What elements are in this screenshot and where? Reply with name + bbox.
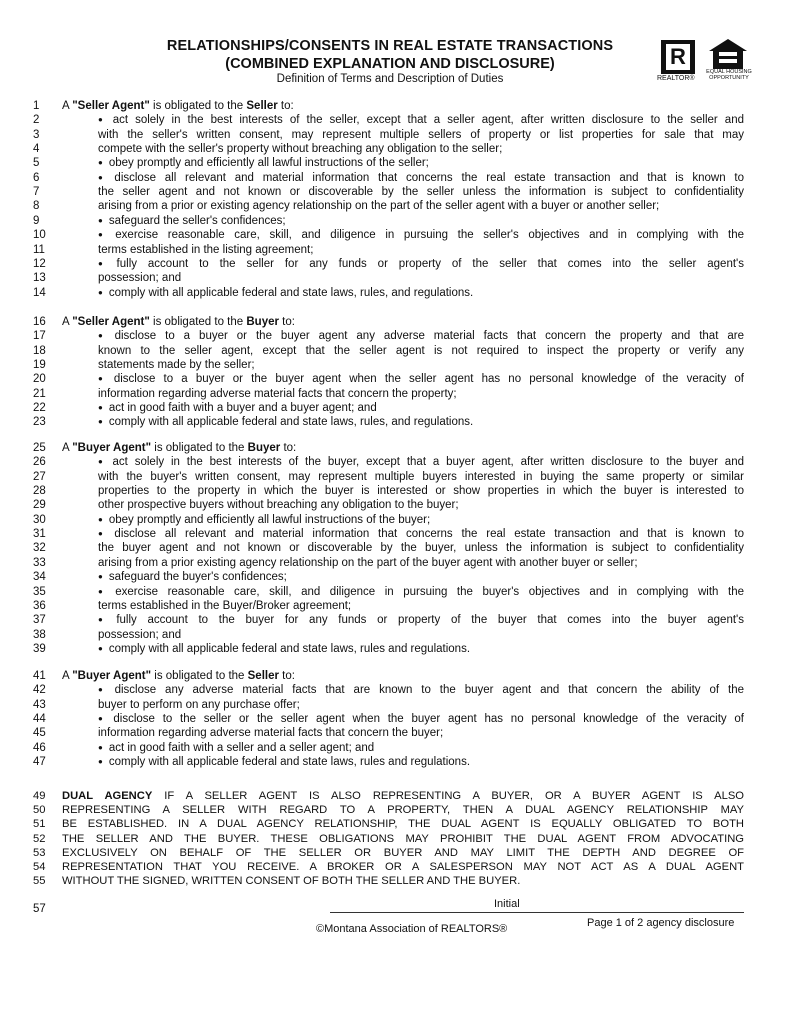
line-number: 47: [33, 756, 46, 769]
line-text: compete with the seller's property without breaching any obligation to the seller;: [98, 143, 503, 156]
line-number: 13: [33, 272, 46, 285]
document-line: [0, 228, 791, 242]
section-heading-text: A "Buyer Agent" is obligated to the Buyer to:: [62, 442, 297, 454]
line-number: 6: [33, 171, 40, 184]
line-number: 2: [33, 114, 40, 127]
bullet-icon: [98, 456, 113, 468]
document-line: [0, 683, 791, 697]
line-text: other prospective buyers without breaching any obligation to the buyer;: [98, 499, 459, 512]
bullet-item: ● act solely in the best interests of the seller, except that a seller agent, after written disclosure to the seller and: [98, 113, 744, 127]
bullet-icon: [98, 287, 109, 299]
bullet-item: ● fully account to the seller for any funds or property of the seller that comes into the seller agent's: [98, 257, 744, 271]
document-line: [0, 358, 791, 372]
line-number: 1: [33, 100, 40, 112]
dual-agency-line: [0, 832, 791, 846]
dual-agency-line: [0, 874, 791, 888]
line-text: the buyer agent and not known or discoverable by the buyer, unless the information is subject to confidentiality: [98, 542, 744, 555]
line-number: 45: [33, 727, 46, 740]
bullet-icon: [98, 514, 109, 526]
equal-housing-icon: [708, 38, 748, 70]
line-number: 18: [33, 344, 46, 357]
line-number: 32: [33, 542, 46, 555]
equal-housing-caption: EQUAL HOUSING OPPORTUNITY: [706, 69, 752, 81]
line-number: 17: [33, 330, 46, 343]
document-line: [0, 387, 791, 401]
document-line: [0, 113, 791, 127]
line-number: 20: [33, 373, 46, 386]
document-line: [0, 415, 791, 429]
bullet-item: ● disclose all relevant and material information that concerns the real estate transaction and that is known to: [98, 171, 744, 185]
bullet-icon: [98, 157, 109, 169]
line-number: 9: [33, 214, 40, 227]
dual-agency-line: [0, 817, 791, 831]
bullet-item: ● disclose any adverse material facts that are known to the buyer agent and that concern the ability of the: [98, 683, 744, 697]
line-text: information regarding adverse material facts that concern the property;: [98, 387, 457, 400]
bullet-icon: [98, 586, 115, 598]
document-line: [0, 401, 791, 415]
line-text: with the seller's written consent, may represent multiple sellers of property or list properties for sale that may: [98, 128, 744, 141]
line-number: 5: [33, 157, 40, 170]
line-text: known to the seller agent, except that the seller agent is not required to inspect the property or verify any: [98, 344, 744, 357]
line-number: 34: [33, 571, 46, 584]
line-number: 54: [33, 861, 46, 873]
line-number: 49: [33, 790, 46, 802]
bullet-item: ● safeguard the buyer's confidences;: [98, 570, 744, 585]
line-number: 41: [33, 670, 46, 682]
line-text: buyer to perform on any purchase offer;: [98, 698, 300, 711]
bullet-icon: [98, 571, 109, 583]
dual-agency-line: [0, 860, 791, 874]
dual-agency-text: REPRESENTING A SELLER WITH REGARD TO A PROPERTY, THEN A DUAL AGENCY RELATIONSHIP MAY: [62, 804, 744, 817]
line-number: 53: [33, 846, 46, 859]
line-number: 55: [33, 875, 46, 888]
copyright-notice: ©Montana Association of REALTORS®: [316, 923, 508, 935]
bullet-icon: [98, 684, 115, 696]
dual-agency-text: EXCLUSIVELY ON BEHALF OF THE SELLER OR BUYER AND MAY LIMIT THE DEPTH AND DEGREE OF: [62, 846, 744, 859]
bullet-item: ● comply with all applicable federal and state laws, rules and regulations.: [98, 642, 744, 657]
document-line: [0, 156, 791, 170]
document-line: [0, 570, 791, 584]
bullet-item: ● exercise reasonable care, skill, and diligence in pursuing the buyer's objectives and in complying with the: [98, 585, 744, 599]
bullet-item: ● comply with all applicable federal and state laws, rules, and regulations.: [98, 415, 744, 430]
line-number: 36: [33, 599, 46, 612]
section-heading: [0, 441, 791, 455]
document-line: [0, 527, 791, 541]
line-number: 46: [33, 741, 46, 754]
document-subtitle: Definition of Terms and Description of Duties: [276, 73, 504, 85]
bullet-item: ● disclose to a buyer or the buyer agent any adverse material facts that concern the property and that are: [98, 329, 744, 343]
bullet-icon: [98, 742, 109, 754]
line-number: 14: [33, 286, 46, 299]
document-line: [0, 344, 791, 358]
line-number: 16: [33, 316, 46, 328]
document-line: [0, 755, 791, 769]
line-number: 37: [33, 614, 46, 627]
dual-agency-text: DUAL AGENCY IF A SELLER AGENT IS ALSO REPRESENTING A BUYER, OR A BUYER AGENT IS ALSO: [62, 790, 744, 802]
bullet-icon: [98, 373, 114, 385]
line-number: 51: [33, 818, 46, 831]
bullet-icon: [98, 229, 115, 241]
document-line: [0, 372, 791, 386]
line-number: 42: [33, 684, 46, 697]
line-number: 23: [33, 416, 46, 429]
agent-role: "Seller Agent": [72, 316, 150, 328]
line-number: 38: [33, 628, 46, 641]
obligated-party: Buyer: [247, 442, 281, 454]
line-text: the seller agent and not known or discoverable by the seller unless the information is subject to confidentiality: [98, 186, 744, 199]
bullet-icon: [98, 416, 109, 428]
line-number: 31: [33, 528, 46, 541]
bullet-item: ● act in good faith with a seller and a seller agent; and: [98, 741, 744, 756]
dual-agency-text: THE SELLER AND THE BUYER. THESE OBLIGATIONS MAY PROHIBIT THE DUAL AGENT FROM ADVOCATING: [62, 832, 744, 845]
bullet-item: ● fully account to the buyer for any funds or property of the buyer that comes into the buyer agent's: [98, 613, 744, 627]
document-line: [0, 556, 791, 570]
line-text: terms established in the listing agreement;: [98, 243, 314, 256]
line-number: 39: [33, 642, 46, 655]
section-heading: [0, 99, 791, 113]
line-text: arising from a prior existing agency relationship on the part of the buyer agent with another buyer or seller;: [98, 556, 638, 569]
document-line: [0, 185, 791, 199]
initial-signature-line[interactable]: [330, 912, 744, 913]
section-heading-text: A "Buyer Agent" is obligated to the Seller to:: [62, 670, 295, 682]
realtor-logo-letter: R: [670, 44, 686, 69]
document-line: [0, 628, 791, 642]
document-line: [0, 128, 791, 142]
document-line: [0, 541, 791, 555]
bullet-icon: [98, 643, 109, 655]
realtor-logo-icon: [661, 40, 695, 74]
document-line: [0, 726, 791, 740]
document-line: [0, 455, 791, 469]
section-heading: [0, 315, 791, 329]
bullet-item: ● act in good faith with a buyer and a buyer agent; and: [98, 401, 744, 416]
page-number: Page 1 of 2 agency disclosure: [587, 917, 735, 929]
line-number: 28: [33, 485, 46, 498]
section-heading-text: A "Seller Agent" is obligated to the Seller to:: [62, 100, 294, 112]
line-number: 8: [33, 200, 40, 213]
line-text: properties to the property in which the buyer is interested or show properties in which the buyer is interested to: [98, 485, 744, 498]
document-line: [0, 199, 791, 213]
bullet-item: ● act solely in the best interests of the buyer, except that a buyer agent, after written disclosure to the buyer and: [98, 455, 744, 469]
document-line: [0, 329, 791, 343]
line-number: 22: [33, 402, 46, 415]
line-number: 21: [33, 387, 46, 400]
document-line: [0, 142, 791, 156]
document-line: [0, 243, 791, 257]
bullet-icon: [98, 402, 109, 414]
line-number: 50: [33, 804, 46, 817]
bullet-item: ● safeguard the seller's confidences;: [98, 214, 744, 229]
line-number: 57: [33, 903, 46, 915]
line-text: information regarding adverse material facts that concern the buyer;: [98, 727, 444, 740]
line-number: 44: [33, 713, 46, 726]
document-line: [0, 498, 791, 512]
bullet-icon: [98, 614, 116, 626]
line-number: 52: [33, 832, 46, 845]
line-number: 3: [33, 128, 40, 141]
bullet-item: ● exercise reasonable care, skill, and diligence in pursuing the seller's objectives and in complying with the: [98, 228, 744, 242]
bullet-icon: [98, 172, 114, 184]
section-heading-text: A "Seller Agent" is obligated to the Buyer to:: [62, 316, 295, 328]
line-number: 26: [33, 456, 46, 469]
line-number: 19: [33, 359, 46, 372]
line-number: 11: [33, 243, 45, 256]
bullet-icon: [98, 756, 109, 768]
line-number: 43: [33, 698, 46, 711]
dual-agency-text: WITHOUT THE SIGNED, WRITTEN CONSENT OF BOTH THE SELLER AND THE BUYER.: [62, 875, 521, 888]
document-title-line-2: (COMBINED EXPLANATION AND DISCLOSURE): [225, 56, 555, 72]
document-line: [0, 513, 791, 527]
dual-agency-line: [0, 803, 791, 817]
line-number: 27: [33, 470, 46, 483]
bullet-item: ● disclose to the seller or the seller agent when the buyer agent has no personal knowledge of the veracity of: [98, 712, 744, 726]
document-line: [0, 484, 791, 498]
bullet-icon: [98, 114, 113, 126]
line-number: 35: [33, 585, 46, 598]
bullet-icon: [98, 330, 115, 342]
line-number: 10: [33, 229, 46, 242]
realtor-logo-caption: REALTOR®: [657, 75, 695, 82]
obligated-party: Buyer: [246, 316, 279, 328]
line-number: 30: [33, 513, 46, 526]
bullet-item: ● comply with all applicable federal and state laws, rules, and regulations.: [98, 286, 744, 301]
document-line: [0, 286, 791, 300]
bullet-item: ● obey promptly and efficiently all lawful instructions of the buyer;: [98, 513, 744, 528]
obligated-party: Seller: [246, 100, 278, 112]
bullet-icon: [98, 713, 113, 725]
document-line: [0, 613, 791, 627]
bullet-item: ● disclose to a buyer or the buyer agent when the seller agent has no personal knowledge of the veracity of: [98, 372, 744, 386]
document-line: [0, 698, 791, 712]
dual-agency-text: REPRESENTATION THAT YOU RECEIVE. A BROKER OR A SALESPERSON MAY NOT ACT AS A DUAL AGENT: [62, 861, 744, 873]
agent-role: "Seller Agent": [72, 100, 150, 112]
agent-role: "Buyer Agent": [72, 442, 152, 454]
line-number: 7: [33, 186, 40, 199]
line-text: possession; and: [98, 628, 182, 641]
obligated-party: Seller: [247, 670, 279, 682]
line-number: 4: [33, 143, 40, 156]
dual-agency-text: BE ESTABLISHED. IN A DUAL AGENCY RELATIONSHIP, THE DUAL AGENT IS EQUALLY OBLIGATED TO BOTH: [62, 818, 744, 831]
bullet-item: ● obey promptly and efficiently all lawful instructions of the seller;: [98, 156, 744, 171]
document-line: [0, 741, 791, 755]
document-line: [0, 214, 791, 228]
initial-label: Initial: [494, 898, 520, 910]
bullet-item: ● disclose all relevant and material information that concerns the real estate transaction and that is known to: [98, 527, 744, 541]
bullet-icon: [98, 215, 109, 227]
line-text: arising from a prior or existing agency relationship on the part of the seller agent with a buyer or another seller;: [98, 200, 660, 213]
dual-agency-label: DUAL AGENCY: [62, 790, 153, 802]
line-number: 25: [33, 442, 46, 454]
document-line: [0, 171, 791, 185]
bullet-icon: [98, 258, 117, 270]
line-text: with the buyer's written consent, may represent multiple buyers interested in buying the same property or similar: [98, 470, 744, 483]
document-line: [0, 585, 791, 599]
line-number: 33: [33, 556, 46, 569]
line-text: possession; and: [98, 272, 182, 285]
document-title: RELATIONSHIPS/CONSENTS IN REAL ESTATE TRANSACTIONS: [166, 38, 614, 54]
bullet-item: ● comply with all applicable federal and state laws, rules and regulations.: [98, 755, 744, 770]
line-text: terms established in the Buyer/Broker agreement;: [98, 599, 352, 612]
line-number: 12: [33, 257, 46, 270]
dual-agency-line: [0, 789, 791, 803]
line-text: statements made by the seller;: [98, 359, 255, 372]
document-line: [0, 470, 791, 484]
line-number: 29: [33, 499, 46, 512]
document-line: [0, 642, 791, 656]
document-line: [0, 599, 791, 613]
agent-role: "Buyer Agent": [72, 670, 152, 682]
dual-agency-line: [0, 846, 791, 860]
document-line: [0, 271, 791, 285]
section-heading: [0, 669, 791, 683]
bullet-icon: [98, 528, 114, 540]
document-line: [0, 712, 791, 726]
document-line: [0, 257, 791, 271]
